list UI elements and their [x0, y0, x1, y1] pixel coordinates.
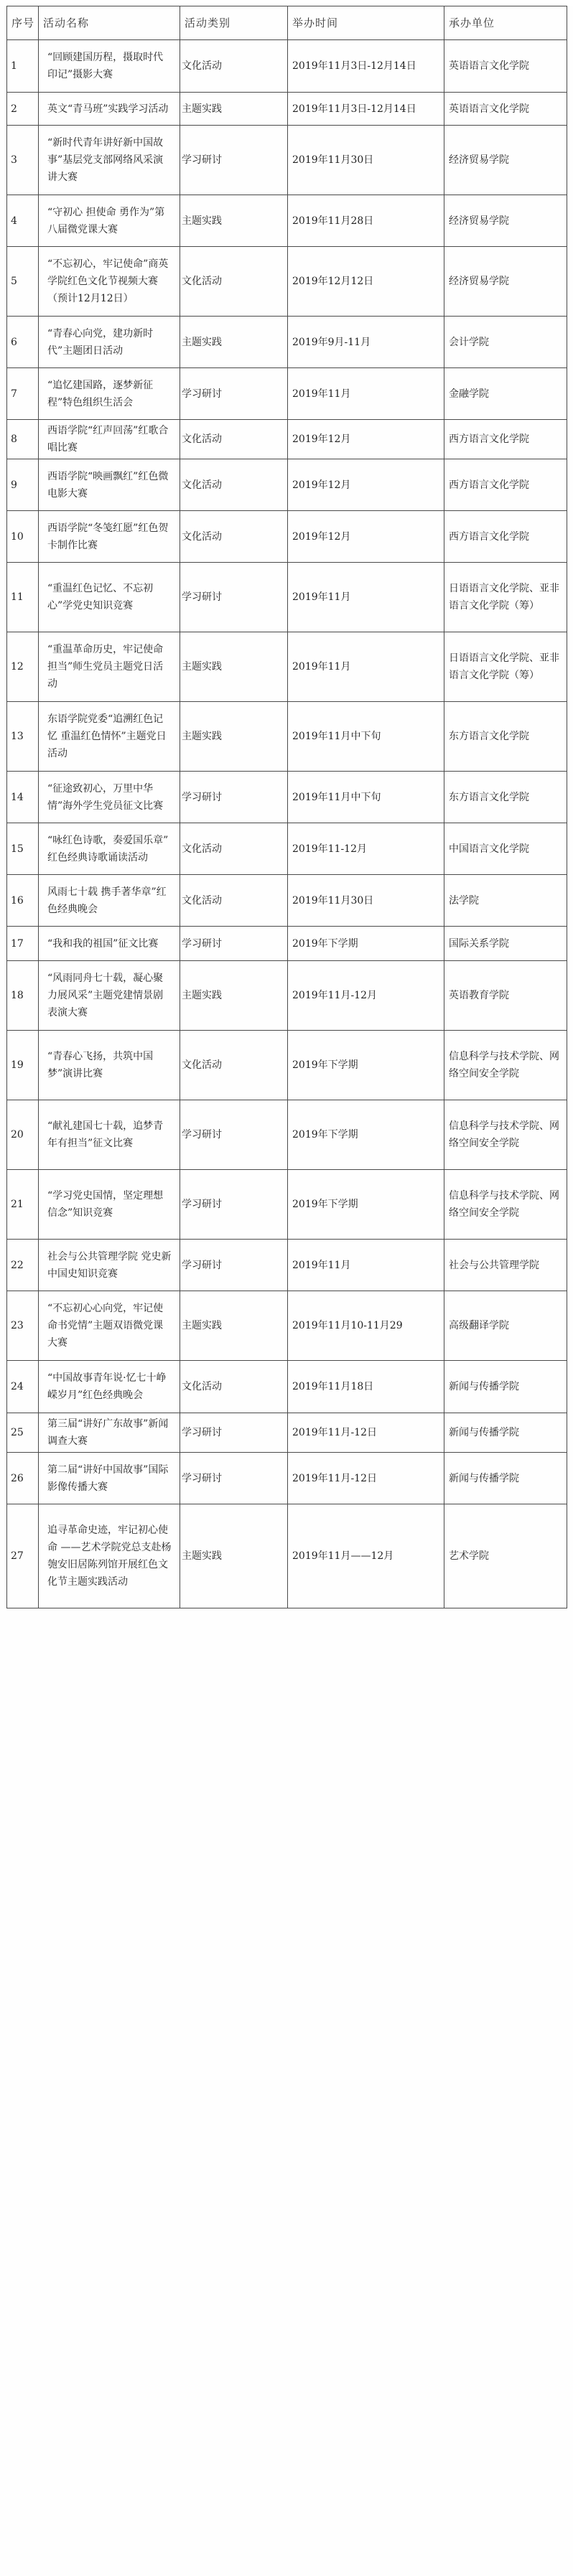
- activity-name-cell: “重温红色记忆、不忘初心”学党史知识竞赛: [39, 563, 180, 632]
- row-number: 22: [7, 1240, 39, 1291]
- activity-category-cell: 文化活动: [180, 511, 288, 563]
- activity-category-cell: 学习研讨: [180, 1413, 288, 1453]
- header-organizer: 承办单位: [444, 6, 567, 40]
- activity-date-cell: 2019年12月: [288, 459, 444, 511]
- activity-category-cell: 文化活动: [180, 40, 288, 93]
- activity-date-cell: 2019年下学期: [288, 1100, 444, 1170]
- activity-category-cell: 文化活动: [180, 1031, 288, 1100]
- row-number: 12: [7, 632, 39, 702]
- activity-date-cell: 2019年11月10-11月29: [288, 1291, 444, 1361]
- activity-category-cell: 学习研讨: [180, 1240, 288, 1291]
- activity-date-cell: 2019年11月-12日: [288, 1453, 444, 1504]
- header-activity-name: 活动名称: [39, 6, 180, 40]
- table-row: [7, 772, 567, 823]
- activity-category-cell: 主题实践: [180, 632, 288, 702]
- table-row: [7, 1504, 567, 1608]
- row-number: 23: [7, 1291, 39, 1361]
- organizer-cell: 西方语言文化学院: [444, 511, 567, 563]
- organizer-cell: 日语语言文化学院、亚非语言文化学院（筹）: [444, 632, 567, 702]
- organizer-cell: 东方语言文化学院: [444, 772, 567, 823]
- row-number: 10: [7, 511, 39, 563]
- activity-date-cell: 2019年11月: [288, 632, 444, 702]
- activity-date-cell: 2019年11月-12月: [288, 961, 444, 1031]
- activity-name-cell: “我和我的祖国”征文比赛: [39, 927, 180, 961]
- activity-date-cell: 2019年9月-11月: [288, 317, 444, 368]
- activity-name-cell: “献礼建国七十载，追梦青年有担当”征文比赛: [39, 1100, 180, 1170]
- table-row: [7, 823, 567, 875]
- table-row: [7, 1031, 567, 1100]
- activity-category-cell: 学习研讨: [180, 1453, 288, 1504]
- organizer-cell: 信息科学与技术学院、网络空间安全学院: [444, 1031, 567, 1100]
- organizer-cell: 新闻与传播学院: [444, 1361, 567, 1413]
- activity-name-cell: “不忘初心心向党，牢记使命书党情”主题双语微党课大赛: [39, 1291, 180, 1361]
- table-row: [7, 195, 567, 247]
- activity-category-cell: 文化活动: [180, 459, 288, 511]
- activity-category-cell: 主题实践: [180, 1504, 288, 1608]
- organizer-cell: 英语语言文化学院: [444, 93, 567, 126]
- row-number: 11: [7, 563, 39, 632]
- table-row: [7, 368, 567, 420]
- organizer-cell: 信息科学与技术学院、网络空间安全学院: [444, 1100, 567, 1170]
- activity-category-cell: 主题实践: [180, 93, 288, 126]
- organizer-cell: 新闻与传播学院: [444, 1413, 567, 1453]
- activity-category-cell: 学习研讨: [180, 1100, 288, 1170]
- activity-category-cell: 学习研讨: [180, 563, 288, 632]
- organizer-cell: 新闻与传播学院: [444, 1453, 567, 1504]
- activity-name-cell: “重温革命历史，牢记使命担当”师生党员主题党日活动: [39, 632, 180, 702]
- organizer-cell: 经济贸易学院: [444, 195, 567, 247]
- table-row: [7, 93, 567, 126]
- activity-name-cell: 西语学院“映画飘红”红色微电影大赛: [39, 459, 180, 511]
- row-number: 4: [7, 195, 39, 247]
- activity-date-cell: 2019年11月3日-12月14日: [288, 40, 444, 93]
- organizer-cell: 艺术学院: [444, 1504, 567, 1608]
- organizer-cell: 中国语言文化学院: [444, 823, 567, 875]
- activity-name-cell: “新时代青年讲好新中国故事”基层党支部网络风采演讲大赛: [39, 126, 180, 195]
- table-row: [7, 126, 567, 195]
- activity-category-cell: 主题实践: [180, 195, 288, 247]
- row-number: 1: [7, 40, 39, 93]
- activity-name-cell: “学习党史国情，坚定理想信念”知识竞赛: [39, 1170, 180, 1240]
- activity-date-cell: 2019年11月: [288, 1240, 444, 1291]
- header-activity-category: 活动类别: [180, 6, 288, 40]
- table-row: [7, 1240, 567, 1291]
- activity-category-cell: 主题实践: [180, 317, 288, 368]
- organizer-cell: 西方语言文化学院: [444, 459, 567, 511]
- table-header-row: [7, 6, 567, 40]
- activity-date-cell: 2019年12月: [288, 511, 444, 563]
- organizer-cell: 英语语言文化学院: [444, 40, 567, 93]
- activity-category-cell: 文化活动: [180, 823, 288, 875]
- table-row: [7, 247, 567, 317]
- row-number: 17: [7, 927, 39, 961]
- row-number: 3: [7, 126, 39, 195]
- activity-date-cell: 2019年下学期: [288, 927, 444, 961]
- activity-category-cell: 文化活动: [180, 420, 288, 459]
- table-row: [7, 1453, 567, 1504]
- activity-name-cell: “青春心向党，建功新时代”主题团日活动: [39, 317, 180, 368]
- table-row: [7, 459, 567, 511]
- header-number: 序号: [7, 6, 39, 40]
- activity-date-cell: 2019年11月中下旬: [288, 772, 444, 823]
- organizer-cell: 英语教育学院: [444, 961, 567, 1031]
- activity-date-cell: 2019年11月28日: [288, 195, 444, 247]
- row-number: 9: [7, 459, 39, 511]
- activity-category-cell: 主题实践: [180, 702, 288, 772]
- activity-date-cell: 2019年11月中下旬: [288, 702, 444, 772]
- table-row: [7, 961, 567, 1031]
- row-number: 8: [7, 420, 39, 459]
- table-row: [7, 927, 567, 961]
- activity-category-cell: 主题实践: [180, 961, 288, 1031]
- table-row: [7, 563, 567, 632]
- activity-date-cell: 2019年11-12月: [288, 823, 444, 875]
- row-number: 20: [7, 1100, 39, 1170]
- row-number: 19: [7, 1031, 39, 1100]
- activity-category-cell: 学习研讨: [180, 126, 288, 195]
- row-number: 27: [7, 1504, 39, 1608]
- organizer-cell: 信息科学与技术学院、网络空间安全学院: [444, 1170, 567, 1240]
- activity-name-cell: 英文“青马班”实践学习活动: [39, 93, 180, 126]
- row-number: 5: [7, 247, 39, 317]
- activity-date-cell: 2019年11月——12月: [288, 1504, 444, 1608]
- organizer-cell: 经济贸易学院: [444, 126, 567, 195]
- activity-date-cell: 2019年11月30日: [288, 126, 444, 195]
- table-row: [7, 1100, 567, 1170]
- activity-category-cell: 主题实践: [180, 1291, 288, 1361]
- table-row: [7, 702, 567, 772]
- activity-date-cell: 2019年下学期: [288, 1170, 444, 1240]
- row-number: 2: [7, 93, 39, 126]
- organizer-cell: 东方语言文化学院: [444, 702, 567, 772]
- activity-category-cell: 文化活动: [180, 247, 288, 317]
- activity-name-cell: 风雨七十载 携手著华章”红色经典晚会: [39, 875, 180, 927]
- activity-name-cell: “不忘初心，牢记使命”商英学院红色文化节视频大赛（预计12月12日）: [39, 247, 180, 317]
- table-row: [7, 317, 567, 368]
- activity-date-cell: 2019年11月: [288, 368, 444, 420]
- organizer-cell: 经济贸易学院: [444, 247, 567, 317]
- table-row: [7, 1361, 567, 1413]
- table-row: [7, 40, 567, 93]
- row-number: 13: [7, 702, 39, 772]
- activity-category-cell: 学习研讨: [180, 1170, 288, 1240]
- activity-date-cell: 2019年11月18日: [288, 1361, 444, 1413]
- activity-name-cell: “守初心 担使命 勇作为”第八届微党课大赛: [39, 195, 180, 247]
- activity-name-cell: 追寻革命史迹，牢记初心使命 ——艺术学院党总支赴杨匏安旧居陈列馆开展红色文化节主题实践活动: [39, 1504, 180, 1608]
- row-number: 14: [7, 772, 39, 823]
- header-date: 举办时间: [288, 6, 444, 40]
- row-number: 26: [7, 1453, 39, 1504]
- activity-name-cell: 西语学院“红声回荡”红歌合唱比赛: [39, 420, 180, 459]
- table-row: [7, 1170, 567, 1240]
- activity-name-cell: “回顾建国历程，摄取时代印记”摄影大赛: [39, 40, 180, 93]
- activity-date-cell: 2019年下学期: [288, 1031, 444, 1100]
- row-number: 7: [7, 368, 39, 420]
- activity-date-cell: 2019年11月30日: [288, 875, 444, 927]
- row-number: 6: [7, 317, 39, 368]
- document-page: [0, 6, 573, 2576]
- table-row: [7, 1291, 567, 1361]
- organizer-cell: 日语语言文化学院、亚非语言文化学院（筹）: [444, 563, 567, 632]
- row-number: 25: [7, 1413, 39, 1453]
- activity-table: [6, 6, 567, 1608]
- activity-name-cell: 西语学院“冬笺红愿”红色贺卡制作比赛: [39, 511, 180, 563]
- activity-name-cell: “中国故事青年说·忆七十峥嵘岁月”红色经典晚会: [39, 1361, 180, 1413]
- activity-name-cell: “青春心飞扬，共筑中国梦”演讲比赛: [39, 1031, 180, 1100]
- table-row: [7, 632, 567, 702]
- activity-name-cell: 第二届“讲好中国故事”国际影像传播大赛: [39, 1453, 180, 1504]
- activity-date-cell: 2019年12月: [288, 420, 444, 459]
- table-row: [7, 875, 567, 927]
- table-row: [7, 511, 567, 563]
- row-number: 15: [7, 823, 39, 875]
- activity-name-cell: 第三届“讲好广东故事”新闻调查大赛: [39, 1413, 180, 1453]
- activity-date-cell: 2019年11月3日-12月14日: [288, 93, 444, 126]
- activity-category-cell: 文化活动: [180, 1361, 288, 1413]
- organizer-cell: 国际关系学院: [444, 927, 567, 961]
- activity-date-cell: 2019年12月12日: [288, 247, 444, 317]
- table-row: [7, 420, 567, 459]
- organizer-cell: 金融学院: [444, 368, 567, 420]
- row-number: 21: [7, 1170, 39, 1240]
- activity-date-cell: 2019年11月-12日: [288, 1413, 444, 1453]
- organizer-cell: 法学院: [444, 875, 567, 927]
- table-body: [7, 40, 567, 1608]
- activity-category-cell: 文化活动: [180, 875, 288, 927]
- organizer-cell: 社会与公共管理学院: [444, 1240, 567, 1291]
- organizer-cell: 西方语言文化学院: [444, 420, 567, 459]
- activity-name-cell: “风雨同舟七十载，凝心聚力展风采”主题党建情景剧表演大赛: [39, 961, 180, 1031]
- activity-name-cell: “追忆建国路，逐梦新征程”特色组织生活会: [39, 368, 180, 420]
- table-row: [7, 1413, 567, 1453]
- row-number: 16: [7, 875, 39, 927]
- activity-date-cell: 2019年11月: [288, 563, 444, 632]
- activity-name-cell: 社会与公共管理学院 党史新中国史知识竞赛: [39, 1240, 180, 1291]
- activity-category-cell: 学习研讨: [180, 368, 288, 420]
- activity-name-cell: 东语学院党委“追溯红色记忆 重温红色情怀”主题党日活动: [39, 702, 180, 772]
- row-number: 24: [7, 1361, 39, 1413]
- organizer-cell: 高级翻译学院: [444, 1291, 567, 1361]
- row-number: 18: [7, 961, 39, 1031]
- activity-name-cell: “征途致初心，万里中华情”海外学生党员征文比赛: [39, 772, 180, 823]
- activity-category-cell: 学习研讨: [180, 927, 288, 961]
- organizer-cell: 会计学院: [444, 317, 567, 368]
- activity-name-cell: “咏红色诗歌，奏爱国乐章” 红色经典诗歌诵读活动: [39, 823, 180, 875]
- activity-category-cell: 学习研讨: [180, 772, 288, 823]
